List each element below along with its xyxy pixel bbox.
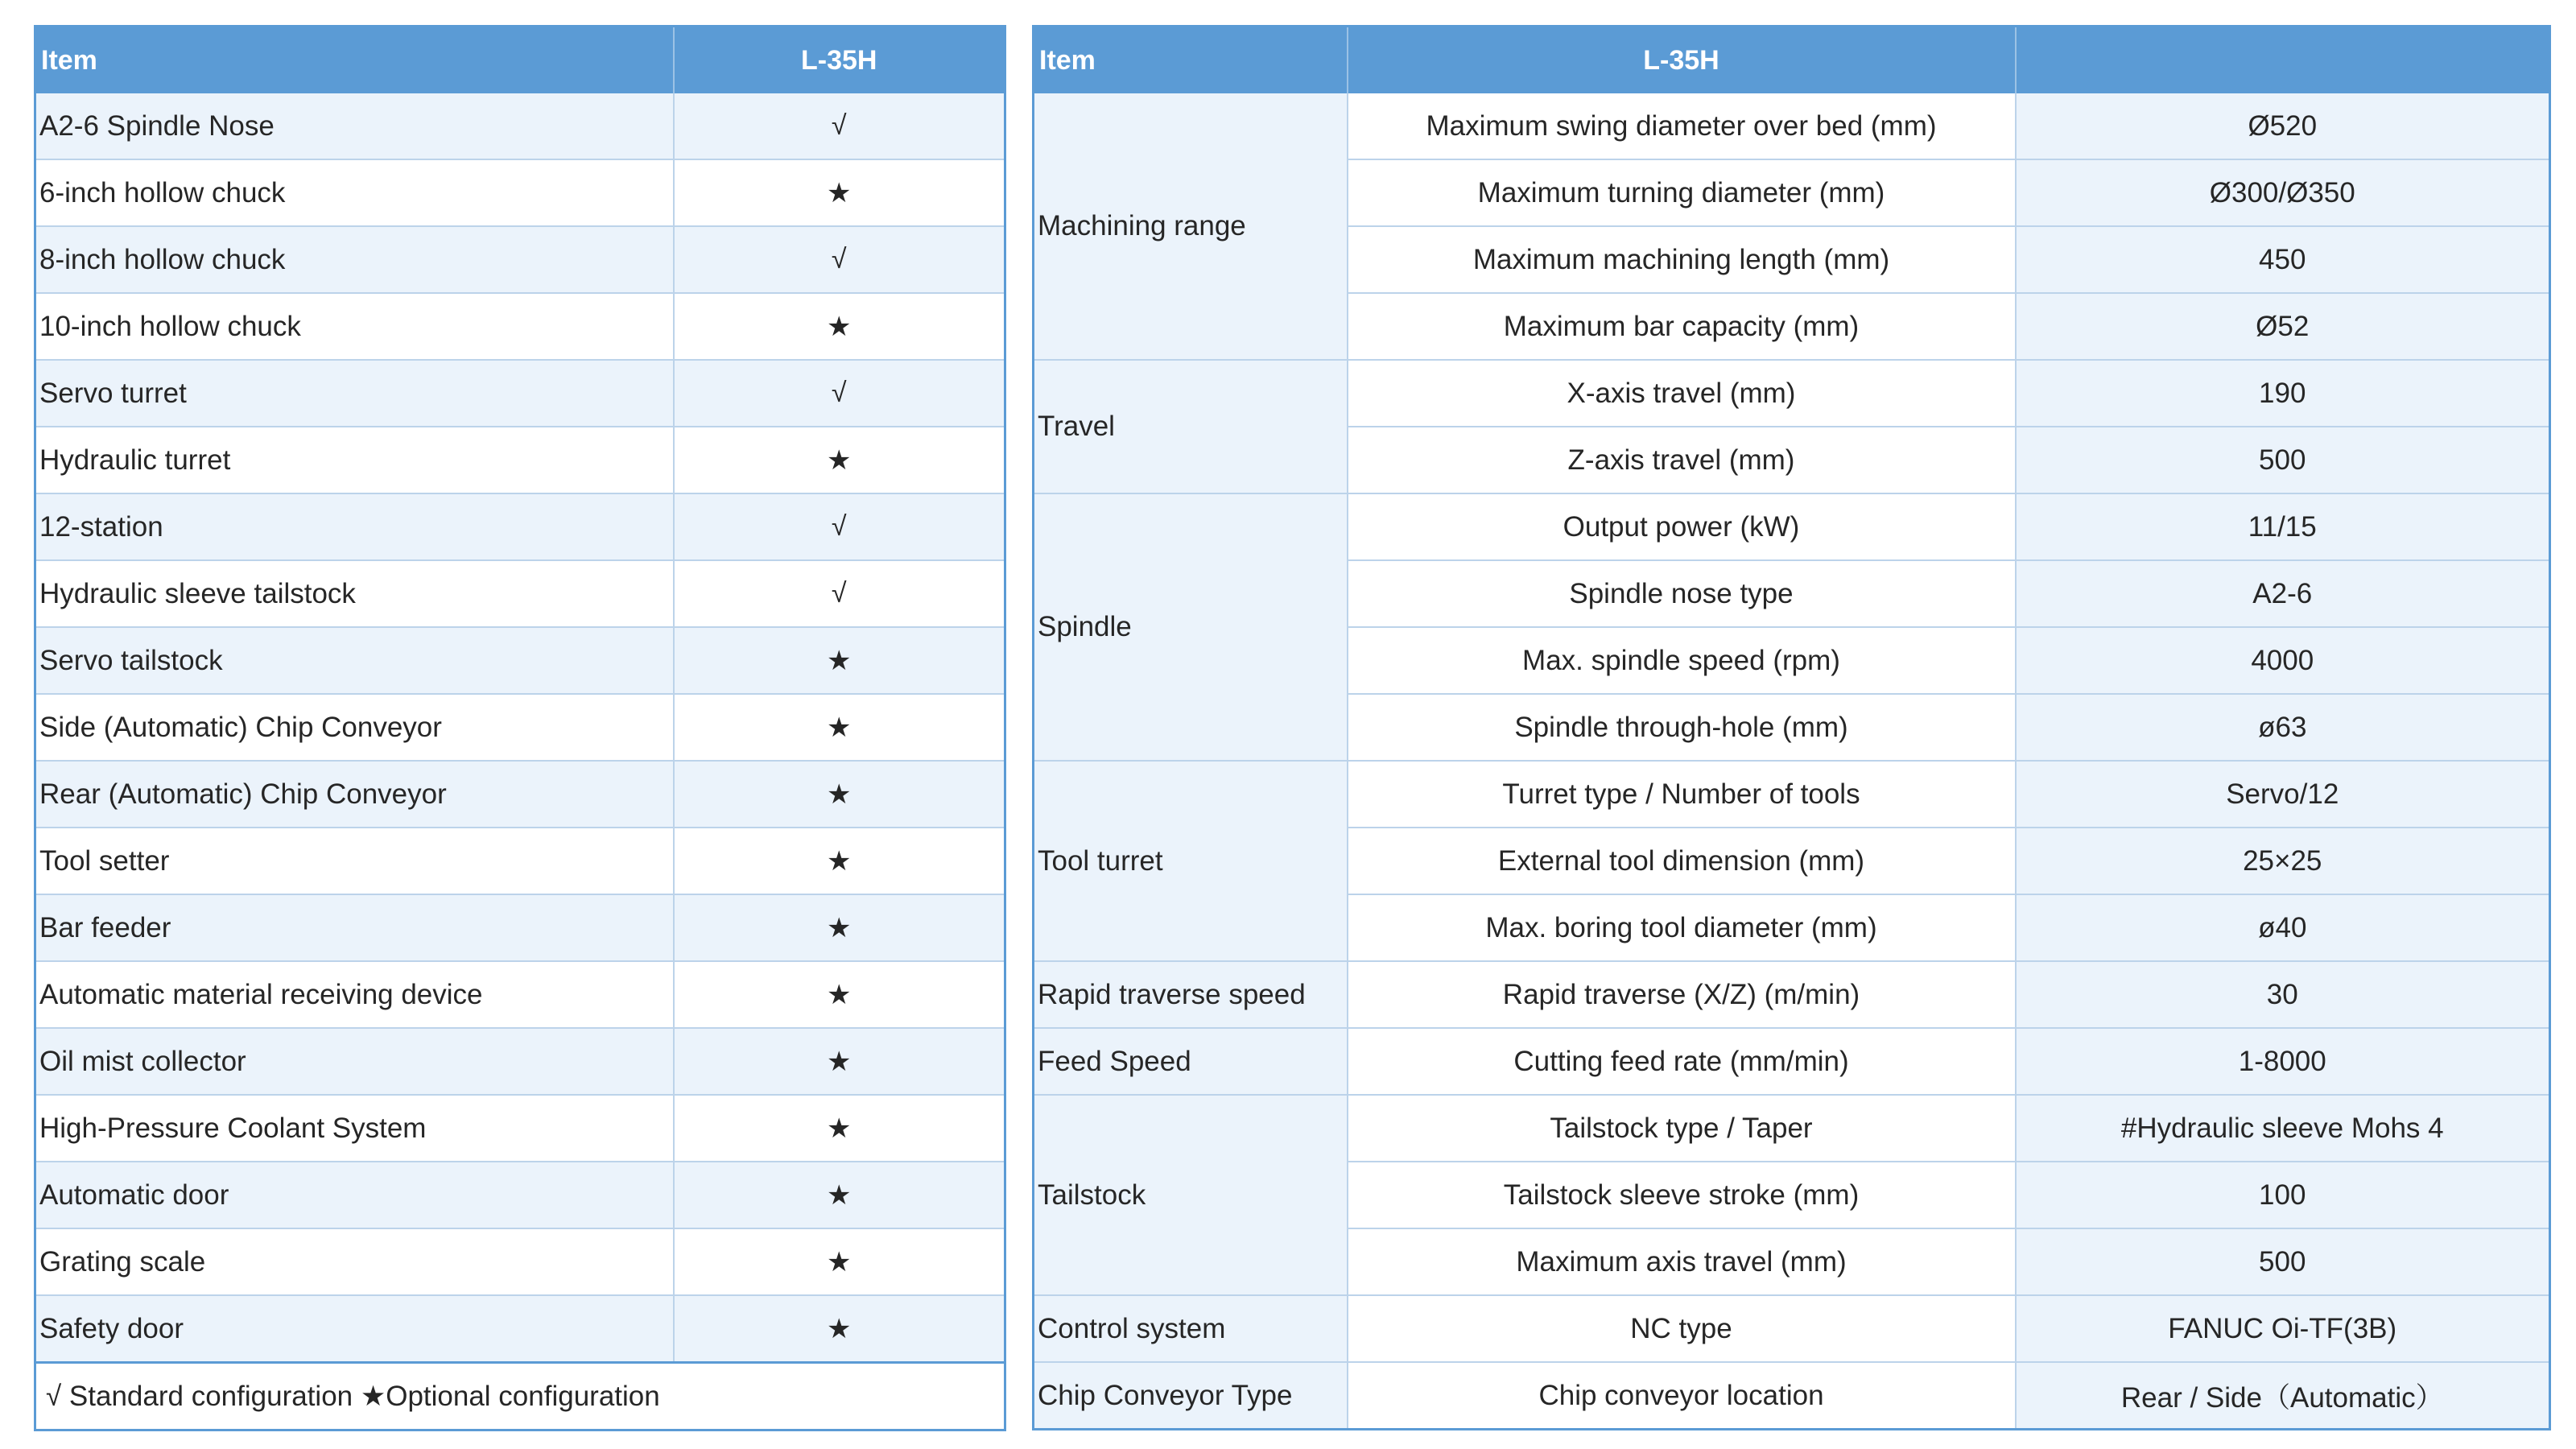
value-header: [2016, 27, 2550, 94]
spec-value: ø63: [2016, 694, 2550, 761]
table-row: [35, 293, 1005, 360]
configuration-table: [34, 25, 1006, 1431]
spec-value: 190: [2016, 360, 2550, 427]
config-item-name: Servo tailstock: [35, 627, 674, 694]
item-header: Item: [1034, 27, 1348, 94]
config-item-mark: ★: [674, 1095, 1005, 1162]
config-item-name: 12-station: [35, 493, 674, 560]
spec-value: 100: [2016, 1162, 2550, 1228]
config-item-name: 8-inch hollow chuck: [35, 226, 674, 293]
config-item-mark: ★: [674, 427, 1005, 493]
config-item-mark: √: [674, 93, 1005, 159]
table-row: [35, 694, 1005, 761]
spec-parameter: Z-axis travel (mm): [1348, 427, 2016, 493]
item-header: Item: [35, 27, 674, 94]
spec-value: #Hydraulic sleeve Mohs 4: [2016, 1095, 2550, 1162]
spec-parameter: Cutting feed rate (mm/min): [1348, 1028, 2016, 1095]
spec-value: Ø52: [2016, 293, 2550, 360]
config-item-name: 6-inch hollow chuck: [35, 159, 674, 226]
config-item-name: Rear (Automatic) Chip Conveyor: [35, 761, 674, 828]
spec-group-label: Tool turret: [1034, 761, 1348, 961]
spec-value: 25×25: [2016, 828, 2550, 894]
spec-value: ø40: [2016, 894, 2550, 961]
table-row: [1034, 1362, 2550, 1430]
specification-body: [1034, 93, 2550, 1430]
spec-parameter: Chip conveyor location: [1348, 1362, 2016, 1430]
spec-value: Servo/12: [2016, 761, 2550, 828]
spec-value: 4000: [2016, 627, 2550, 694]
config-item-name: Hydraulic turret: [35, 427, 674, 493]
config-item-mark: ★: [674, 1228, 1005, 1295]
config-item-mark: √: [674, 560, 1005, 627]
table-row: [35, 427, 1005, 493]
table-row: [35, 1228, 1005, 1295]
specification-header-row: [1034, 27, 2550, 94]
table-row: [35, 560, 1005, 627]
table-row: [1034, 761, 2550, 828]
spec-parameter: Tailstock type / Taper: [1348, 1095, 2016, 1162]
spec-group-label: Spindle: [1034, 493, 1348, 761]
spec-group-label: Rapid traverse speed: [1034, 961, 1348, 1028]
config-item-mark: ★: [674, 1162, 1005, 1228]
config-item-name: Oil mist collector: [35, 1028, 674, 1095]
spec-value: Rear / Side（Automatic）: [2016, 1362, 2550, 1430]
spec-parameter: Spindle nose type: [1348, 560, 2016, 627]
legend-row: [35, 1363, 1005, 1430]
table-row: [1034, 1295, 2550, 1362]
table-row: [35, 1028, 1005, 1095]
config-item-mark: ★: [674, 1028, 1005, 1095]
table-row: [1034, 360, 2550, 427]
table-row: [35, 93, 1005, 159]
config-item-name: Hydraulic sleeve tailstock: [35, 560, 674, 627]
configuration-body: [35, 93, 1005, 1363]
table-row: [35, 1095, 1005, 1162]
config-item-mark: ★: [674, 894, 1005, 961]
spec-value: A2-6: [2016, 560, 2550, 627]
config-item-name: Tool setter: [35, 828, 674, 894]
config-item-mark: √: [674, 493, 1005, 560]
config-item-name: Grating scale: [35, 1228, 674, 1295]
spec-value: 500: [2016, 427, 2550, 493]
spec-parameter: Output power (kW): [1348, 493, 2016, 560]
table-row: [1034, 961, 2550, 1028]
config-item-mark: ★: [674, 961, 1005, 1028]
table-row: [35, 627, 1005, 694]
table-row: [35, 828, 1005, 894]
config-item-mark: ★: [674, 694, 1005, 761]
config-item-name: Bar feeder: [35, 894, 674, 961]
model-header: L-35H: [1348, 27, 2016, 94]
config-item-name: 10-inch hollow chuck: [35, 293, 674, 360]
spec-group-label: Control system: [1034, 1295, 1348, 1362]
config-item-name: Side (Automatic) Chip Conveyor: [35, 694, 674, 761]
spec-value: 11/15: [2016, 493, 2550, 560]
spec-parameter: Tailstock sleeve stroke (mm): [1348, 1162, 2016, 1228]
spec-parameter: NC type: [1348, 1295, 2016, 1362]
table-row: [35, 360, 1005, 427]
config-item-mark: √: [674, 360, 1005, 427]
config-item-name: Servo turret: [35, 360, 674, 427]
spec-value: Ø520: [2016, 93, 2550, 159]
table-row: [35, 961, 1005, 1028]
table-row: [35, 1295, 1005, 1363]
spec-value: 1-8000: [2016, 1028, 2550, 1095]
table-row: [1034, 1028, 2550, 1095]
spec-group-label: Machining range: [1034, 93, 1348, 360]
spec-group-label: Travel: [1034, 360, 1348, 493]
spec-value: 30: [2016, 961, 2550, 1028]
table-row: [1034, 93, 2550, 159]
config-item-mark: ★: [674, 293, 1005, 360]
model-header: L-35H: [674, 27, 1005, 94]
spec-value: FANUC Oi-TF(3B): [2016, 1295, 2550, 1362]
config-item-mark: ★: [674, 761, 1005, 828]
spec-parameter: X-axis travel (mm): [1348, 360, 2016, 427]
spec-value: 500: [2016, 1228, 2550, 1295]
spec-parameter: Spindle through-hole (mm): [1348, 694, 2016, 761]
configuration-legend: √ Standard configuration ★Optional configuration: [35, 1363, 1005, 1430]
spec-value: Ø300/Ø350: [2016, 159, 2550, 226]
spec-value: 450: [2016, 226, 2550, 293]
specification-table: [1032, 25, 2551, 1430]
config-item-mark: ★: [674, 159, 1005, 226]
spec-parameter: Maximum machining length (mm): [1348, 226, 2016, 293]
table-row: [1034, 493, 2550, 560]
spec-group-label: Tailstock: [1034, 1095, 1348, 1295]
table-row: [35, 894, 1005, 961]
config-item-mark: ★: [674, 627, 1005, 694]
spec-group-label: Chip Conveyor Type: [1034, 1362, 1348, 1430]
spec-group-label: Feed Speed: [1034, 1028, 1348, 1095]
config-item-name: Automatic material receiving device: [35, 961, 674, 1028]
spec-parameter: External tool dimension (mm): [1348, 828, 2016, 894]
config-item-mark: ★: [674, 1295, 1005, 1363]
config-item-name: High-Pressure Coolant System: [35, 1095, 674, 1162]
table-row: [35, 1162, 1005, 1228]
table-row: [35, 493, 1005, 560]
spec-parameter: Maximum turning diameter (mm): [1348, 159, 2016, 226]
table-row: [1034, 1095, 2550, 1162]
spec-parameter: Maximum axis travel (mm): [1348, 1228, 2016, 1295]
spec-parameter: Maximum bar capacity (mm): [1348, 293, 2016, 360]
table-row: [35, 761, 1005, 828]
configuration-header-row: [35, 27, 1005, 94]
spec-parameter: Maximum swing diameter over bed (mm): [1348, 93, 2016, 159]
spec-parameter: Turret type / Number of tools: [1348, 761, 2016, 828]
table-row: [35, 159, 1005, 226]
config-item-name: A2-6 Spindle Nose: [35, 93, 674, 159]
config-item-name: Automatic door: [35, 1162, 674, 1228]
config-item-mark: √: [674, 226, 1005, 293]
table-row: [35, 226, 1005, 293]
spec-parameter: Max. boring tool diameter (mm): [1348, 894, 2016, 961]
config-item-mark: ★: [674, 828, 1005, 894]
config-item-name: Safety door: [35, 1295, 674, 1363]
spec-parameter: Max. spindle speed (rpm): [1348, 627, 2016, 694]
spec-parameter: Rapid traverse (X/Z) (m/min): [1348, 961, 2016, 1028]
